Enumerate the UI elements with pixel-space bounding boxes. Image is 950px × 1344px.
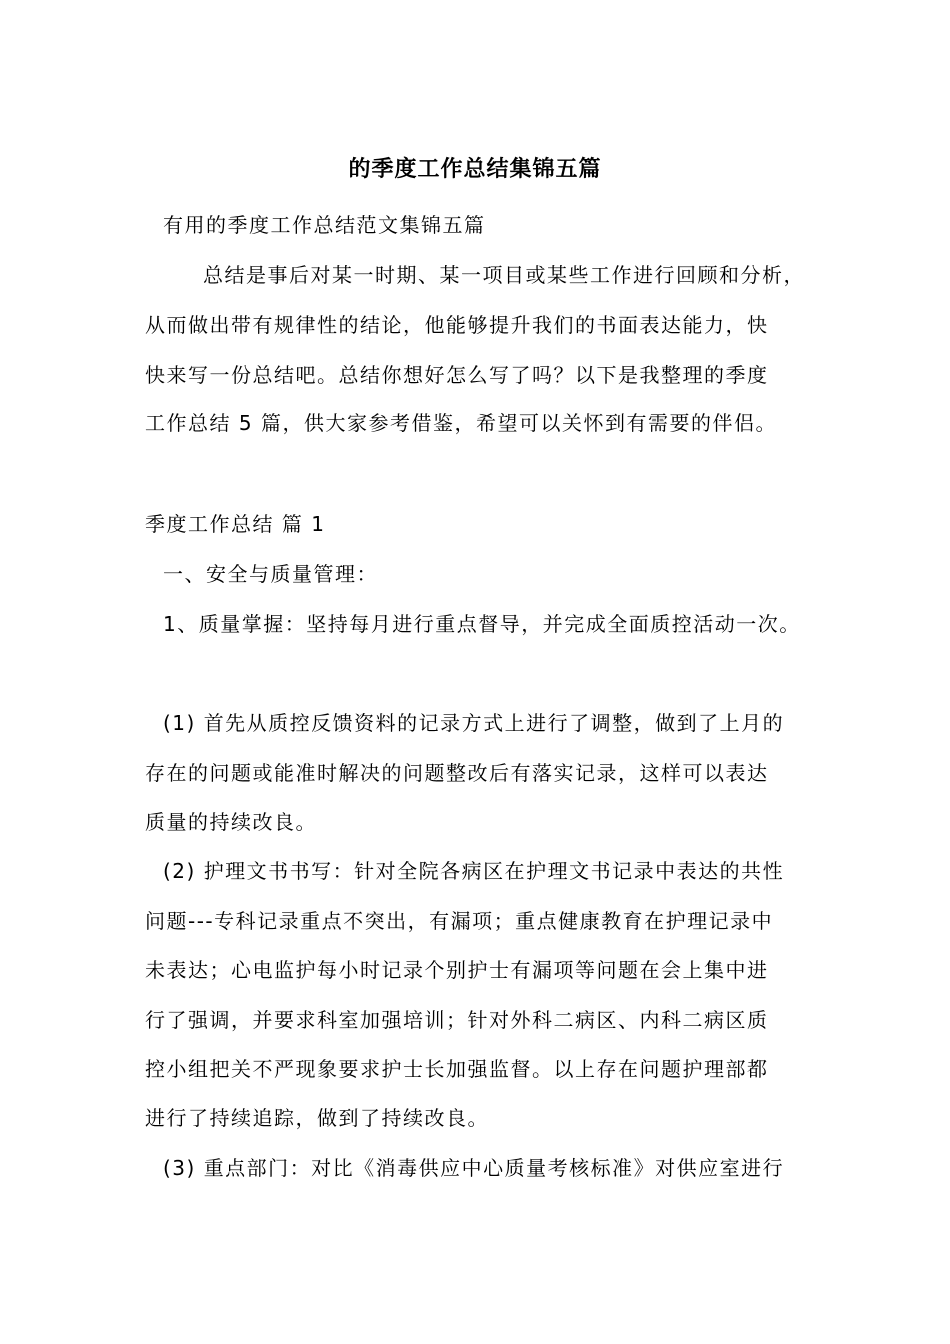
- paragraph-1-line: 质量的持续改良。: [145, 810, 317, 834]
- paragraph-2-line: 控小组把关不严现象要求护士长加强监督。以上存在问题护理部都: [145, 1057, 769, 1081]
- paragraph-1-line: 存在的问题或能准时解决的问题整改后有落实记录，这样可以表达: [145, 761, 769, 785]
- paragraph-1-line: (1) 首先从质控反馈资料的记录方式上进行了调整，做到了上月的: [163, 711, 785, 735]
- intro-line: 工作总结 5 篇，供大家参考借鉴，希望可以关怀到有需要的伴侣。: [145, 411, 777, 435]
- intro-line: 总结是事后对某一时期、某一项目或某些工作进行回顾和分析，: [203, 263, 805, 287]
- paragraph-2-line: 进行了持续追踪，做到了持续改良。: [145, 1106, 489, 1130]
- document-subtitle: 有用的季度工作总结范文集锦五篇: [163, 213, 486, 237]
- intro-line: 快来写一份总结吧。总结你想好怎么写了吗？以下是我整理的季度: [145, 363, 769, 387]
- part-one-heading: 一、安全与质量管理：: [163, 562, 378, 586]
- intro-line: 从而做出带有规律性的结论，他能够提升我们的书面表达能力，快: [145, 313, 769, 337]
- paragraph-2-line: 行了强调，并要求科室加强培训；针对外科二病区、内科二病区质: [145, 1008, 769, 1032]
- document-title: 的季度工作总结集锦五篇: [348, 157, 602, 182]
- paragraph-2-line: 问题---专科记录重点不突出，有漏项；重点健康教育在护理记录中: [145, 909, 774, 933]
- section-heading: 季度工作总结 篇 1: [145, 512, 326, 536]
- paragraph-2-line: (2) 护理文书书写：针对全院各病区在护理文书记录中表达的共性: [163, 859, 785, 883]
- paragraph-2-line: 未表达；心电监护每小时记录个别护士有漏项等问题在会上集中进: [145, 958, 769, 982]
- paragraph-3-line: (3) 重点部门：对比《消毒供应中心质量考核标准》对供应室进行: [163, 1156, 785, 1180]
- item-one: 1、质量掌握：坚持每月进行重点督导，并完成全面质控活动一次。: [163, 612, 801, 636]
